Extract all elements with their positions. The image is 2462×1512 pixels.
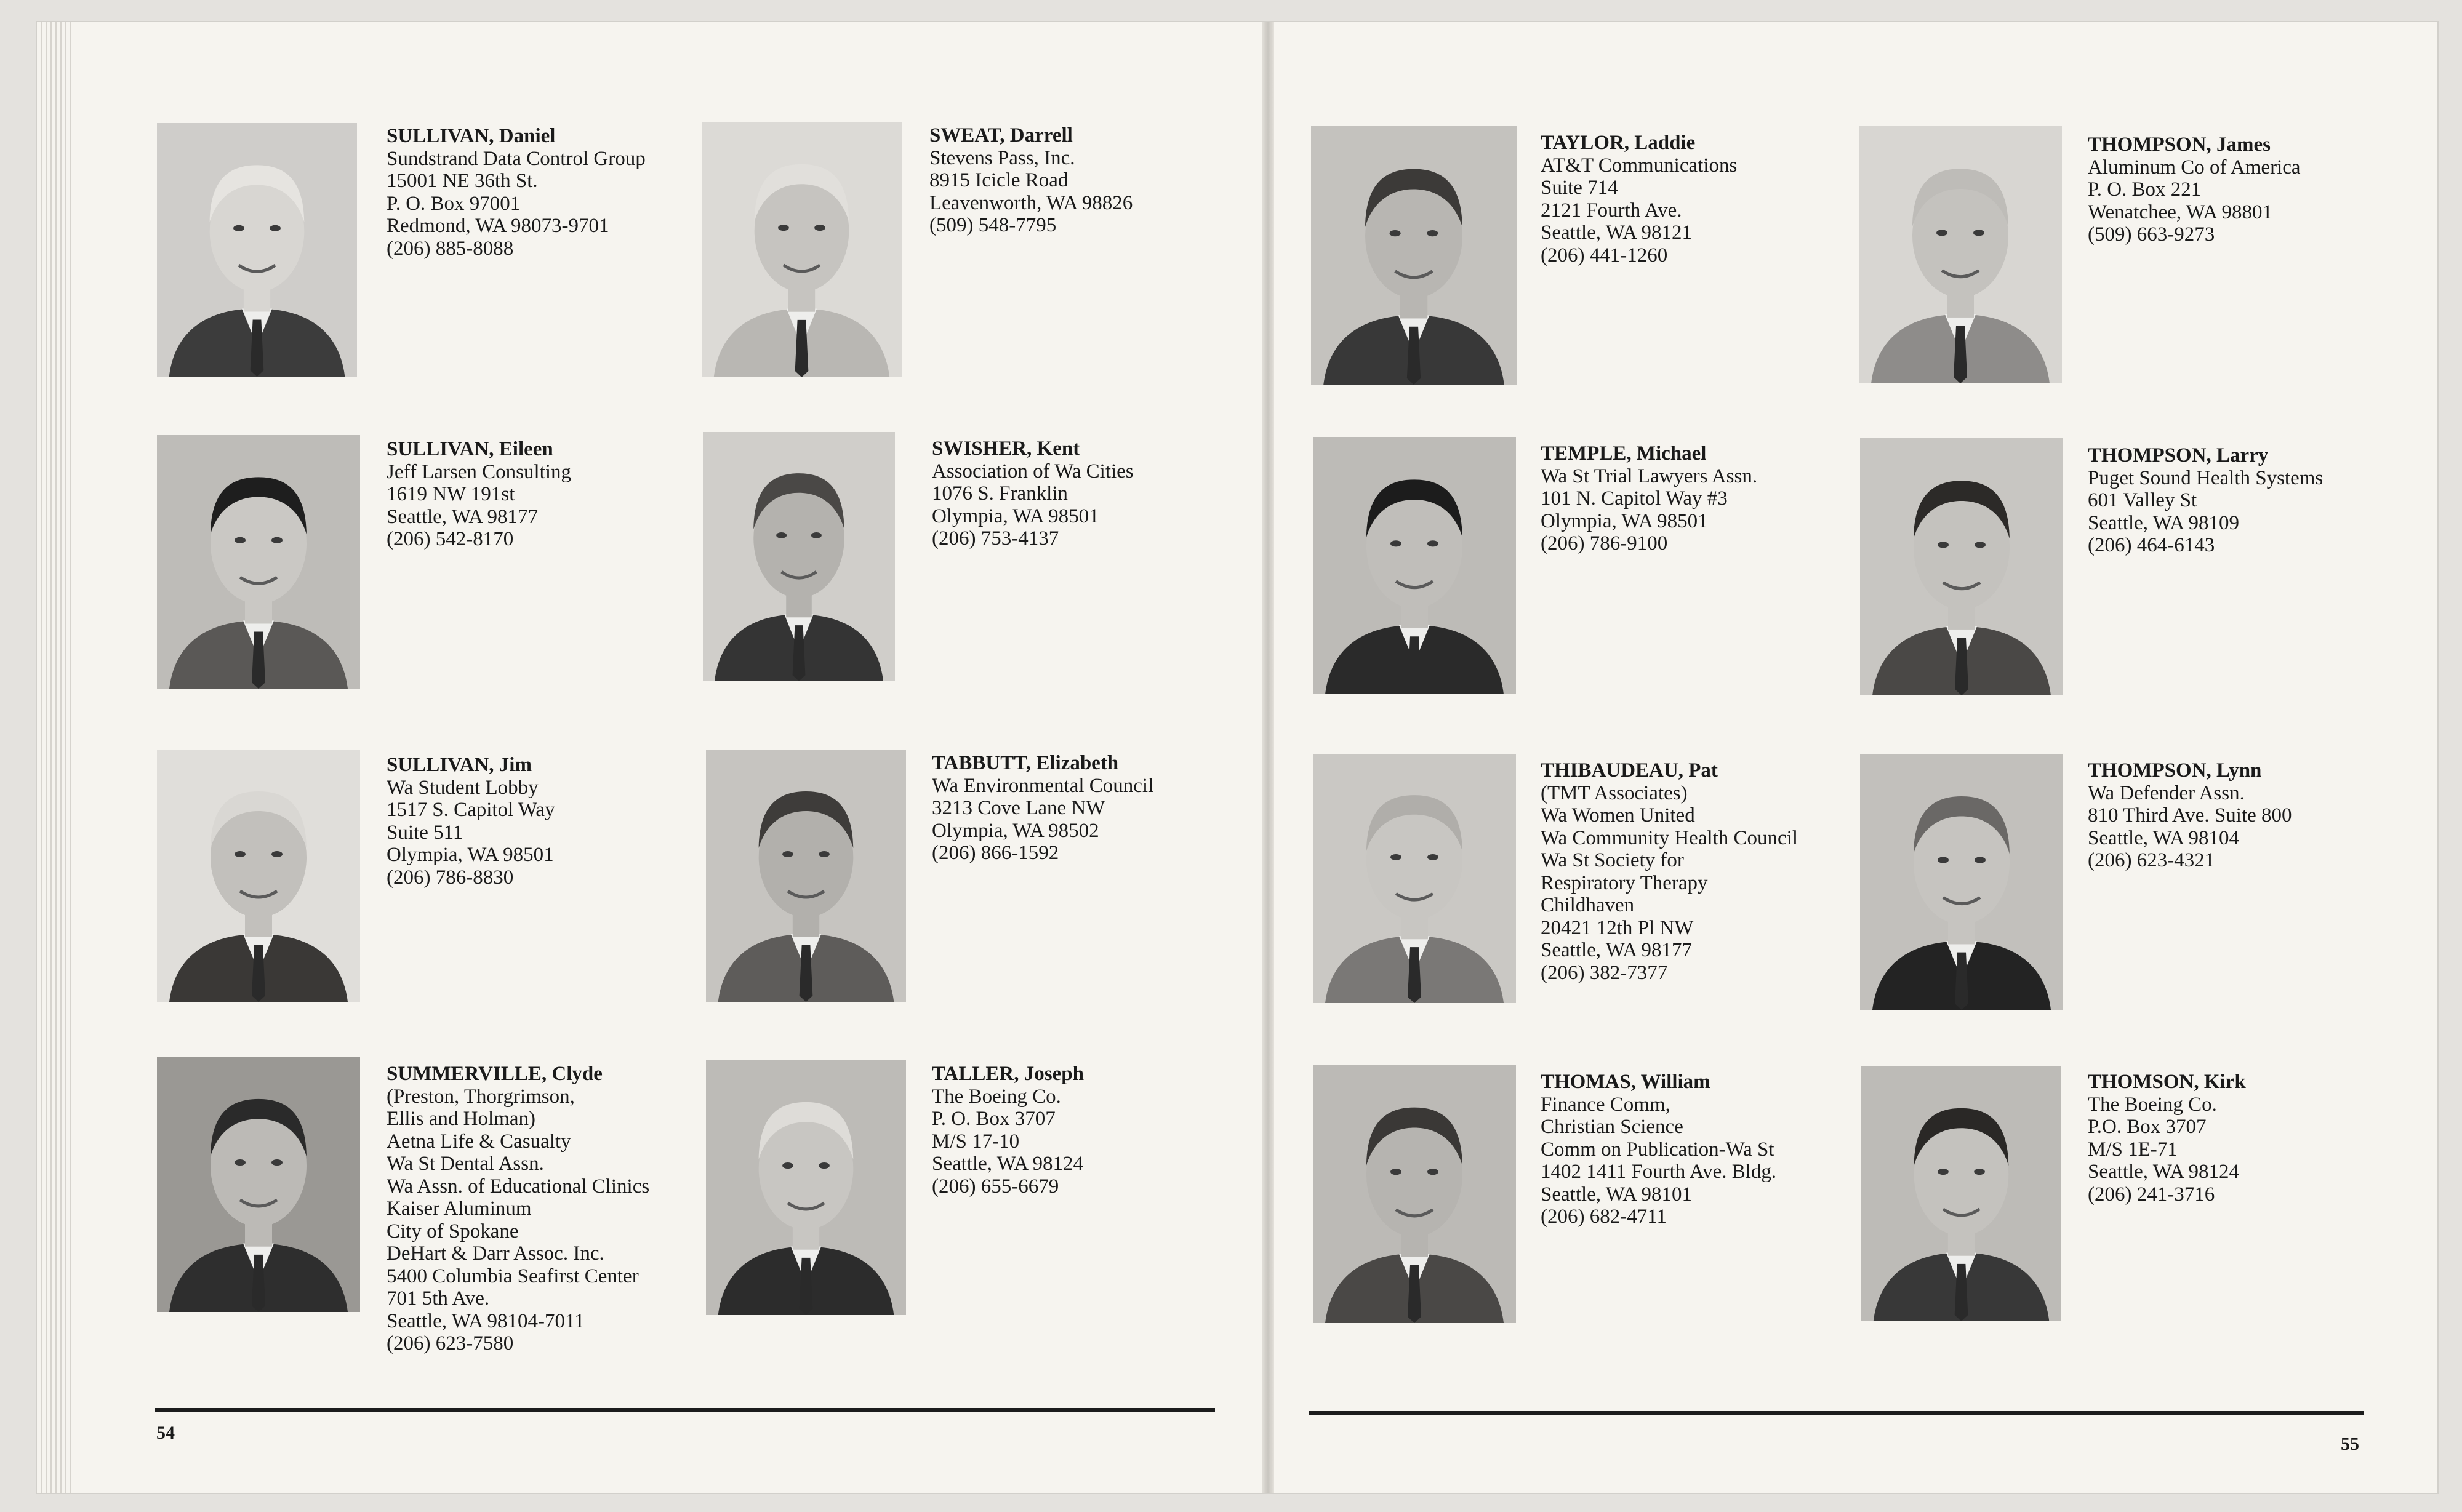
portrait-photo — [157, 1057, 360, 1312]
entry-info — [2088, 1071, 2246, 1206]
portrait-photo — [1313, 1065, 1516, 1323]
entry-info — [1541, 132, 1737, 266]
entry-line: (206) 786-9100 — [1541, 532, 1668, 554]
entry-line: Christian Science — [1541, 1116, 1683, 1138]
entry-line: 810 Third Ave. Suite 800 — [2088, 804, 2292, 826]
portrait-photo — [1313, 754, 1516, 1003]
entry-line: 20421 12th Pl NW — [1541, 916, 1694, 939]
entry-info — [387, 754, 555, 889]
entry-line: M/S 1E-71 — [2088, 1138, 2178, 1161]
entry-line: Suite 511 — [387, 821, 463, 844]
entry-name: THOMAS, William — [1541, 1071, 1710, 1093]
entry-line: (206) 623-7580 — [387, 1332, 514, 1354]
entry-line: Ellis and Holman) — [387, 1108, 535, 1130]
entry-info — [929, 124, 1133, 237]
portrait-photo — [706, 1060, 906, 1315]
entry-line: 1402 1411 Fourth Ave. Bldg. — [1541, 1161, 1777, 1183]
entry-info — [387, 1063, 649, 1355]
book-gutter — [1262, 22, 1274, 1493]
entry-line: Wa Defender Assn. — [2088, 782, 2245, 804]
entry-info — [2088, 444, 2323, 557]
entry-line: Wa St Dental Assn. — [387, 1153, 544, 1175]
entry-line: The Boeing Co. — [932, 1085, 1061, 1108]
entry-line: Wa Assn. of Educational Clinics — [387, 1175, 650, 1198]
entry-info — [387, 125, 646, 260]
entry-line: 1517 S. Capitol Way — [387, 799, 555, 821]
entry-name: TABBUTT, Elizabeth — [932, 752, 1119, 774]
entry-line: (206) 623-4321 — [2088, 849, 2215, 871]
entry-line: Olympia, WA 98502 — [932, 819, 1099, 842]
entry-info — [387, 438, 571, 551]
entry-line: Olympia, WA 98501 — [387, 844, 554, 866]
entry-name: TAYLOR, Laddie — [1541, 132, 1696, 154]
entry-line: Kaiser Aluminum — [387, 1198, 532, 1220]
entry-info — [1541, 442, 1757, 555]
entry-line: (Preston, Thorgrimson, — [387, 1085, 575, 1108]
entry-line: 5400 Columbia Seafirst Center — [387, 1265, 639, 1287]
entry-line: 701 5th Ave. — [387, 1287, 490, 1310]
entry-name: TEMPLE, Michael — [1541, 442, 1707, 465]
portrait-photo — [1859, 126, 2062, 383]
entry-line: Comm on Publication-Wa St — [1541, 1138, 1774, 1161]
portrait-photo — [1313, 437, 1516, 694]
entry-name: TALLER, Joseph — [932, 1063, 1084, 1085]
entry-line: Wa St Trial Lawyers Assn. — [1541, 465, 1758, 487]
entry-line: Respiratory Therapy — [1541, 871, 1708, 894]
entry-line: Seattle, WA 98124 — [932, 1153, 1083, 1175]
entry-line: 2121 Fourth Ave. — [1541, 199, 1682, 222]
entry-line: Redmond, WA 98073-9701 — [387, 215, 609, 237]
entry-name: THOMPSON, James — [2088, 134, 2271, 156]
entry-line: P. O. Box 221 — [2088, 178, 2202, 201]
entry-line: 15001 NE 36th St. — [387, 170, 538, 192]
entry-line: M/S 17-10 — [932, 1130, 1020, 1153]
entry-line: Jeff Larsen Consulting — [387, 460, 572, 483]
portrait-photo — [1860, 438, 2063, 695]
entry-line: P. O. Box 97001 — [387, 192, 521, 215]
entry-name: SULLIVAN, Jim — [387, 754, 532, 776]
entry-line: Wenatchee, WA 98801 — [2088, 201, 2273, 223]
entry-name: SUMMERVILLE, Clyde — [387, 1063, 603, 1085]
entry-name: SULLIVAN, Daniel — [387, 125, 556, 147]
entry-name: SWISHER, Kent — [932, 438, 1080, 460]
entry-name: THOMPSON, Larry — [2088, 444, 2269, 466]
entry-info — [932, 752, 1153, 865]
entry-line: The Boeing Co. — [2088, 1093, 2217, 1116]
portrait-photo — [157, 435, 360, 689]
entry-line: Suite 714 — [1541, 177, 1618, 199]
entry-line: (206) 464-6143 — [2088, 534, 2215, 556]
entry-info — [1541, 759, 1798, 984]
portrait-photo — [706, 750, 906, 1002]
entry-info — [932, 438, 1134, 550]
entry-line: (206) 441-1260 — [1541, 244, 1668, 266]
entry-line: Olympia, WA 98501 — [932, 505, 1099, 527]
portrait-photo — [703, 432, 895, 681]
entry-line: Wa Women United — [1541, 804, 1695, 826]
entry-line: Association of Wa Cities — [932, 460, 1134, 482]
entry-line: Stevens Pass, Inc. — [929, 146, 1075, 169]
entry-name: SULLIVAN, Eileen — [387, 438, 553, 460]
entry-line: 1076 S. Franklin — [932, 482, 1068, 505]
entry-line: Seattle, WA 98124 — [2088, 1161, 2239, 1183]
entry-line: Wa St Society for — [1541, 849, 1684, 871]
entry-line: Wa Community Health Council — [1541, 826, 1798, 849]
portrait-photo — [1860, 754, 2063, 1010]
entry-line: (206) 866-1592 — [932, 842, 1059, 864]
entry-line: Leavenworth, WA 98826 — [929, 191, 1133, 214]
entry-name: THOMPSON, Lynn — [2088, 759, 2262, 782]
entry-line: Wa Environmental Council — [932, 774, 1154, 797]
entry-line: AT&T Communications — [1541, 154, 1738, 177]
portrait-photo — [702, 122, 902, 377]
entry-line: Seattle, WA 98177 — [387, 505, 538, 528]
entry-line: 3213 Cove Lane NW — [932, 797, 1105, 819]
entry-line: Seattle, WA 98109 — [2088, 511, 2239, 534]
entry-line: Childhaven — [1541, 894, 1635, 916]
entry-line: Finance Comm, — [1541, 1093, 1670, 1116]
entry-line: (206) 382-7377 — [1541, 961, 1668, 984]
portrait-photo — [1311, 126, 1517, 385]
entry-name: SWEAT, Darrell — [929, 124, 1073, 146]
entry-line: Sundstrand Data Control Group — [387, 147, 646, 170]
entry-line: (TMT Associates) — [1541, 782, 1688, 804]
entry-line: (206) 542-8170 — [387, 528, 514, 550]
entry-info — [1541, 1071, 1776, 1228]
footer-rule-left — [155, 1408, 1215, 1412]
portrait-photo — [157, 123, 357, 377]
entry-line: Olympia, WA 98501 — [1541, 510, 1708, 532]
entry-line: Seattle, WA 98104-7011 — [387, 1310, 585, 1332]
entry-line: Wa Student Lobby — [387, 776, 539, 799]
entry-line: DeHart & Darr Assoc. Inc. — [387, 1242, 604, 1265]
entry-name: THOMSON, Kirk — [2088, 1071, 2246, 1093]
entry-line: (206) 241-3716 — [2088, 1183, 2215, 1206]
portrait-photo — [1861, 1066, 2061, 1321]
entry-line: 601 Valley St — [2088, 489, 2197, 511]
entry-info — [2088, 134, 2301, 246]
entry-line: P.O. Box 3707 — [2088, 1116, 2207, 1138]
entry-line: Aetna Life & Casualty — [387, 1130, 571, 1153]
entry-line: Seattle, WA 98101 — [1541, 1183, 1692, 1206]
entry-line: P. O. Box 3707 — [932, 1108, 1056, 1130]
entry-line: Seattle, WA 98177 — [1541, 939, 1692, 961]
entry-info — [932, 1063, 1084, 1198]
entry-line: 1619 NW 191st — [387, 483, 515, 505]
footer-rule-right — [1309, 1411, 2364, 1415]
entry-info — [2088, 759, 2292, 872]
entry-line: (206) 885-8088 — [387, 237, 514, 260]
entry-line: (206) 753-4137 — [932, 527, 1059, 550]
entry-line: (509) 663-9273 — [2088, 223, 2215, 246]
entry-line: (206) 682-4711 — [1541, 1206, 1667, 1228]
page-number-right: 55 — [2341, 1434, 2359, 1454]
entry-line: 8915 Icicle Road — [929, 169, 1069, 191]
entry-line: Aluminum Co of America — [2088, 156, 2301, 178]
entry-line: Seattle, WA 98104 — [2088, 826, 2239, 849]
page-edge-stack — [37, 22, 74, 1493]
entry-line: City of Spokane — [387, 1220, 519, 1242]
entry-line: (206) 786-8830 — [387, 866, 514, 889]
entry-line: (206) 655-6679 — [932, 1175, 1059, 1198]
entry-line: (509) 548-7795 — [929, 214, 1057, 236]
entry-name: THIBAUDEAU, Pat — [1541, 759, 1718, 782]
portrait-photo — [157, 750, 360, 1002]
entry-line: Puget Sound Health Systems — [2088, 466, 2324, 489]
entry-line: 101 N. Capitol Way #3 — [1541, 487, 1728, 510]
entry-line: Seattle, WA 98121 — [1541, 222, 1692, 244]
page-number-left: 54 — [156, 1423, 175, 1443]
